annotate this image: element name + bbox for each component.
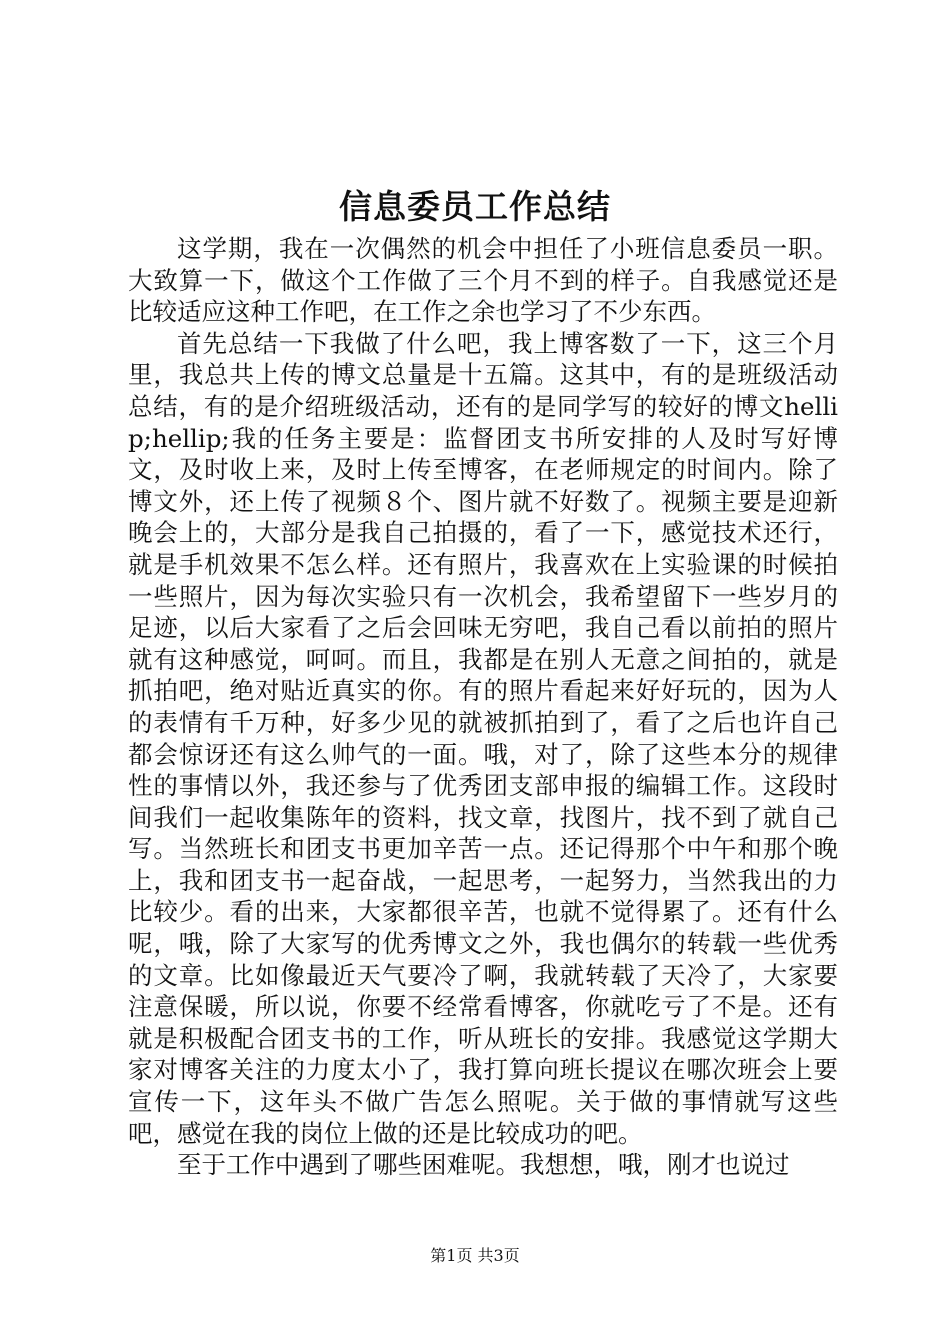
- document-body: [128, 233, 838, 1181]
- paragraph: 首先总结一下我做了什么吧，我上博客数了一下，这三个月里，我总共上传的博文总量是十五篇。这其中，有的是班级活动总结，有的是介绍班级活动，还有的是同学写的较好的博文hellip;hellip;我的任务主要是：监督团支书所安排的人及时写好博文，及时收上来，及时上传至博客，在老师规定的时间内。除了博文外，还上传了视频８个、图片就不好数了。视频主要是迎新晚会上的，大部分是我自己拍摄的，看了一下，感觉技术还行，就是手机效果不怎么样。还有照片，我喜欢在上实验课的时候拍一些照片，因为每次实验只有一次机会，我希望留下一些岁月的足迹，以后大家看了之后会回味无穷吧，我自己看以前拍的照片就有这种感觉，呵呵。而且，我都是在别人无意之间拍的，就是抓拍吧，绝对贴近真实的你。有的照片看起来好好玩的，因为人的表情有千万种，好多少见的就被抓拍到了，看了之后也许自己都会惊讶还有这么帅气的一面。哦，对了，除了这些本分的规律性的事情以外，我还参与了优秀团支部申报的编辑工作。这段时间我们一起收集陈年的资料，找文章，找图片，找不到了就自己写。当然班长和团支书更加辛苦一点。还记得那个中午和那个晚上，我和团支书一起奋战，一起思考，一起努力，当然我出的力比较少。看的出来，大家都很辛苦，也就不觉得累了。还有什么呢，哦，除了大家写的优秀博文之外，我也偶尔的转载一些优秀的文章。比如像最近天气要冷了啊，我就转载了天冷了，大家要注意保暖，所以说，你要不经常看博客，你就吃亏了不是。还有就是积极配合团支书的工作，听从班长的安排。我感觉这学期大家对博客关注的力度太小了，我打算向班长提议在哪次班会上要宣传一下，这年头不做广告怎么照呢。关于做的事情就写这些吧，感觉在我的岗位上做的还是比较成功的吧。: [128, 328, 838, 1148]
- page-number-footer: 第1页 共3页: [430, 1246, 520, 1265]
- document-title: 信息委员工作总结: [339, 187, 611, 226]
- paragraph: 这学期，我在一次偶然的机会中担任了小班信息委员一职。大致算一下，做这个工作做了三个月不到的样子。自我感觉还是比较适应这种工作吧，在工作之余也学习了不少东西。: [128, 234, 838, 327]
- paragraph: 至于工作中遇到了哪些困难呢。我想想，哦，刚才也说过: [177, 1150, 790, 1180]
